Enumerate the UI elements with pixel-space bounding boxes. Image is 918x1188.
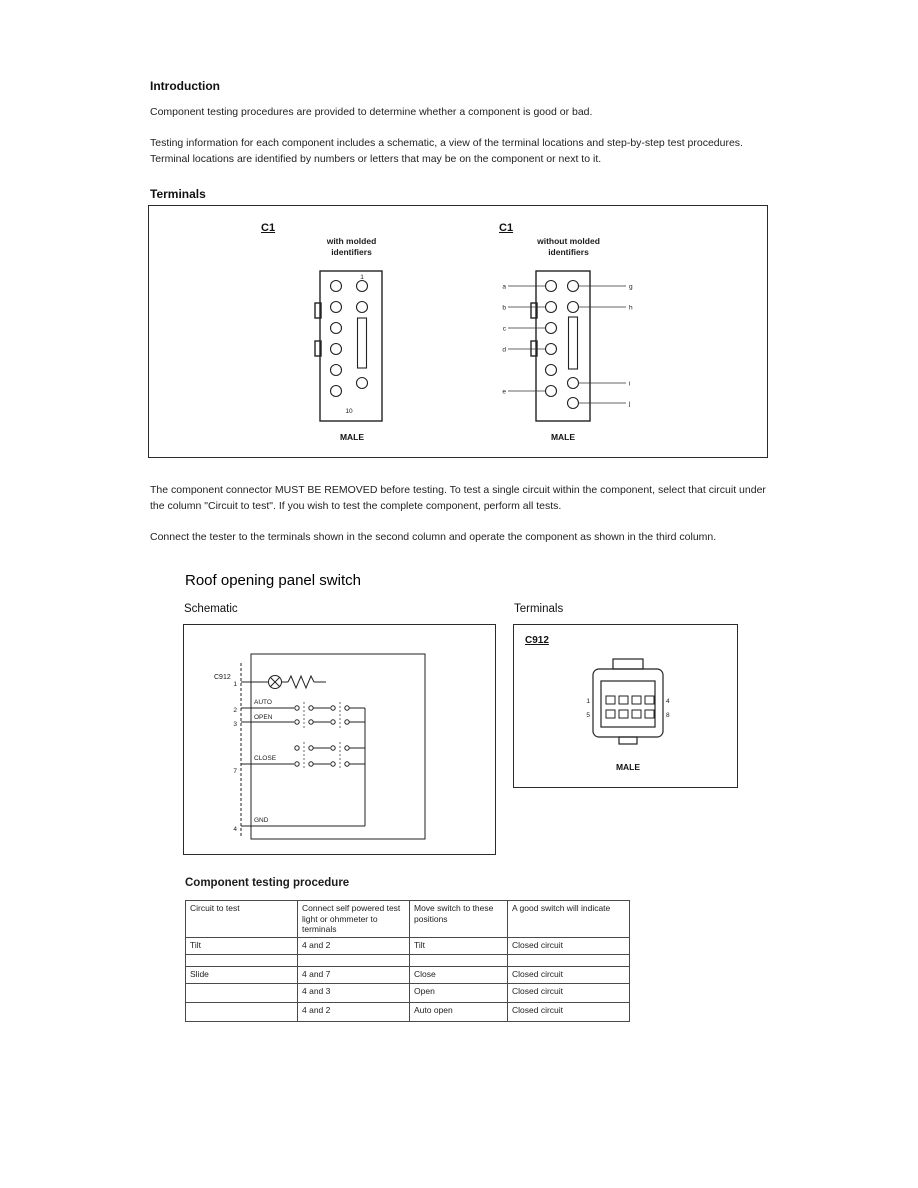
c1-left-connector-caption	[299, 236, 404, 258]
table-row-tilt	[186, 937, 630, 954]
connector-removal-paragraph: The component connector MUST BE REMOVED before testing. To test a single circuit within the component, select that circuit under the column "Circuit to test". If you wish to test the complete component, perform all tests.	[150, 484, 766, 512]
auto-label: AUTO	[254, 699, 272, 706]
connector-outline	[531, 271, 590, 421]
cell-circuit	[186, 983, 298, 1002]
testing-info-paragraph: Testing information for each component includes a schematic, a view of the terminal locations and step-by-step test procedures. Terminal locations are identified by numbers or letters that may be on the component or next to it.	[150, 137, 743, 165]
procedure-heading: Component testing procedure	[185, 877, 350, 889]
c1-terminals-figure	[148, 205, 768, 458]
introduction-heading: Introduction	[150, 79, 220, 93]
component-testing-table	[185, 900, 630, 1022]
caption-line-2: identifiers	[331, 247, 372, 257]
pin-number-bottom: 10	[345, 408, 353, 415]
schematic-section-label: Schematic	[184, 603, 238, 615]
c1-left-connector-label: C1	[261, 222, 276, 234]
cell-position: Tilt	[410, 937, 508, 954]
pin-number-4: 4	[666, 698, 670, 705]
col-header-connect-terminals: Connect self powered test light or ohmmeter to terminals	[298, 901, 410, 938]
cell-circuit: Slide	[186, 966, 298, 983]
c1-right-gender-label: MALE	[550, 432, 576, 442]
c1-right-connector-caption	[516, 236, 621, 258]
cell-result: Closed circuit	[508, 983, 630, 1002]
schematic-connector-label: C912	[214, 674, 231, 681]
c1-without-molded-connector-drawing	[494, 263, 642, 431]
connector-outline	[315, 271, 382, 421]
table-row-slide-auto-open	[186, 1002, 630, 1021]
terminal-letter-d: d	[502, 346, 506, 354]
terminal-letter-g: g	[629, 283, 633, 291]
schematic-figure	[183, 624, 496, 855]
cell-result	[508, 954, 630, 966]
terminals-heading: Terminals	[150, 187, 206, 201]
component-outline	[251, 654, 425, 839]
cell-terminals: 4 and 7	[298, 966, 410, 983]
table-header-row	[186, 901, 630, 938]
pin-number-5: 5	[586, 712, 590, 719]
close-label: CLOSE	[254, 755, 277, 762]
open-label: OPEN	[254, 714, 273, 721]
connector-pin-cavities	[546, 281, 579, 409]
terminal-leader-lines	[508, 286, 626, 403]
schematic-pin-7: 7	[233, 768, 237, 775]
terminal-letter-h: h	[629, 304, 633, 312]
cell-terminals: 4 and 2	[298, 1002, 410, 1021]
tester-connection-paragraph: Connect the tester to the terminals shown in the second column and operate the component as shown in the third column.	[150, 531, 717, 543]
c912-connector-label: C912	[525, 635, 549, 646]
terminals-section-label: Terminals	[514, 603, 564, 615]
schematic-pin-3: 3	[233, 721, 237, 728]
cell-position: Open	[410, 983, 508, 1002]
terminal-letter-e: e	[502, 388, 506, 396]
schematic-pin-2: 2	[233, 707, 237, 714]
c912-gender-label: MALE	[615, 762, 641, 772]
c1-left-gender-label: MALE	[339, 432, 365, 442]
caption-line-2: identifiers	[548, 247, 589, 257]
schematic-pin-4: 4	[233, 826, 237, 833]
caption-line-1: without molded	[537, 236, 600, 246]
terminal-letter-i: i	[629, 380, 631, 388]
pin-number-top: 1	[360, 274, 364, 281]
col-header-switch-positions: Move switch to these positions	[410, 901, 508, 938]
roof-panel-switch-schematic-drawing	[184, 625, 495, 854]
cell-position: Auto open	[410, 1002, 508, 1021]
c912-terminals-figure	[513, 624, 738, 788]
cell-circuit	[186, 954, 298, 966]
cell-result: Closed circuit	[508, 937, 630, 954]
terminal-letter-j: j	[629, 400, 631, 408]
cell-terminals: 4 and 3	[298, 983, 410, 1002]
col-header-good-switch: A good switch will indicate	[508, 901, 630, 938]
table-row-spacer	[186, 954, 630, 966]
table-row-slide-open	[186, 983, 630, 1002]
cell-result: Closed circuit	[508, 966, 630, 983]
gnd-label: GND	[254, 817, 269, 824]
cell-result: Closed circuit	[508, 1002, 630, 1021]
pin-number-8: 8	[666, 712, 670, 719]
component-title: Roof opening panel switch	[185, 572, 361, 589]
cell-terminals	[298, 954, 410, 966]
intro-paragraph: Component testing procedures are provided to determine whether a component is good or bad.	[150, 106, 593, 118]
connector-pin-cavities	[606, 696, 654, 718]
cell-circuit: Tilt	[186, 937, 298, 954]
cell-circuit	[186, 1002, 298, 1021]
cell-terminals: 4 and 2	[298, 937, 410, 954]
schematic-pin-1: 1	[233, 681, 237, 688]
terminal-letter-c: c	[502, 325, 506, 333]
connector-pin-cavities	[331, 281, 368, 397]
table-row-slide	[186, 966, 630, 983]
c1-with-molded-connector-drawing	[314, 263, 390, 431]
c1-right-connector-label: C1	[499, 222, 514, 234]
terminal-letter-a: a	[502, 283, 506, 291]
caption-line-1: with molded	[326, 236, 377, 246]
cell-position	[410, 954, 508, 966]
pin-number-1: 1	[586, 698, 590, 705]
switch-coupling-links	[304, 702, 340, 770]
terminal-letter-b: b	[502, 304, 506, 312]
resistor-symbol	[288, 676, 314, 688]
col-header-circuit-to-test: Circuit to test	[186, 901, 298, 938]
cell-position: Close	[410, 966, 508, 983]
